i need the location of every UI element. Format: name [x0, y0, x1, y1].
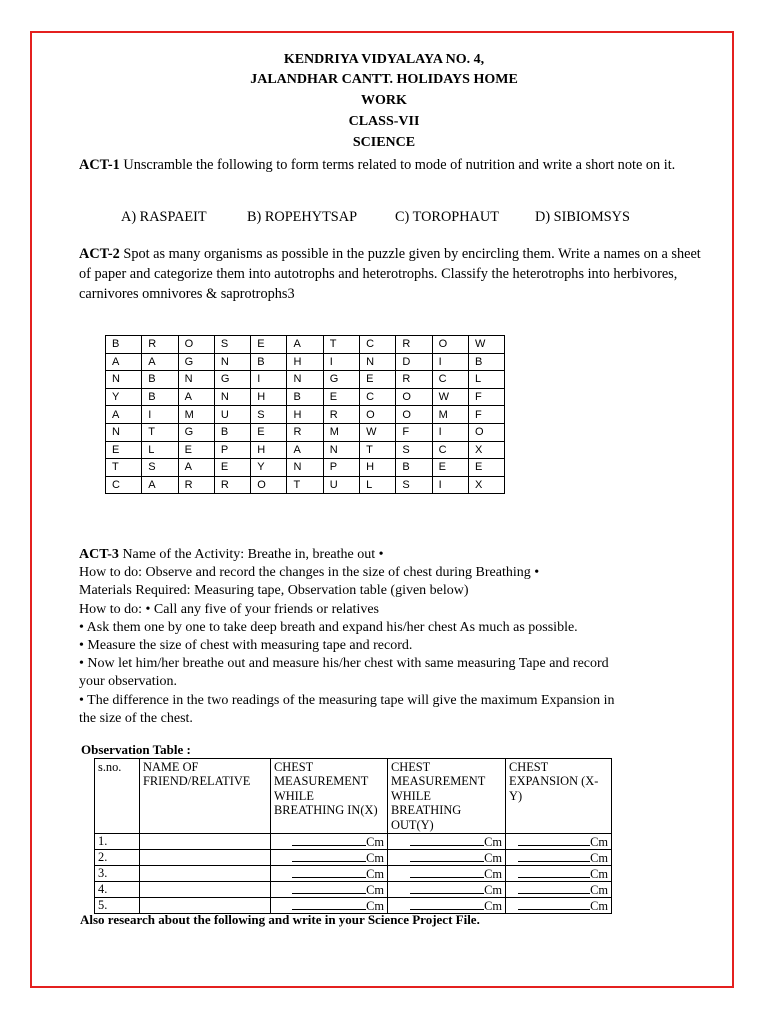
chest-in-cell[interactable]	[271, 866, 388, 882]
puzzle-cell: R	[396, 336, 432, 354]
puzzle-cell: I	[432, 423, 468, 441]
puzzle-cell: N	[178, 371, 214, 389]
puzzle-cell: R	[287, 423, 323, 441]
fill-blank[interactable]	[292, 834, 366, 846]
fill-blank[interactable]	[518, 882, 590, 894]
unit-label: Cm	[484, 883, 502, 898]
puzzle-cell: A	[106, 353, 142, 371]
name-cell[interactable]	[140, 834, 271, 850]
act2-text: Spot as many organisms as possible in the puzzle given by encircling them. Write a names on a sheet of paper and categorize them into autotrophs and heterotrophs. Classify the heterotrophs into herbivores, carnivores omnivores & saprotrophs3	[79, 246, 701, 302]
expansion-cell[interactable]	[506, 882, 612, 898]
unit-label: Cm	[484, 851, 502, 866]
puzzle-cell: E	[468, 459, 504, 477]
fill-blank[interactable]	[518, 834, 590, 846]
puzzle-row	[106, 336, 505, 354]
act1-paragraph	[79, 155, 709, 175]
fill-blank[interactable]	[410, 882, 484, 894]
puzzle-cell: F	[396, 423, 432, 441]
option-b: B) ROPEHYTSAP	[247, 209, 358, 225]
puzzle-row	[106, 353, 505, 371]
puzzle-cell: D	[396, 353, 432, 371]
puzzle-cell: P	[214, 441, 250, 459]
unit-label: Cm	[366, 835, 384, 850]
fill-blank[interactable]	[410, 834, 484, 846]
puzzle-cell: A	[287, 441, 323, 459]
puzzle-cell: G	[178, 423, 214, 441]
unit-label: Cm	[590, 883, 608, 898]
observation-row	[95, 866, 612, 882]
puzzle-cell: L	[142, 441, 178, 459]
unit-label: Cm	[590, 835, 608, 850]
row-number: 3.	[95, 866, 140, 882]
puzzle-cell: T	[287, 476, 323, 494]
header-name: NAME OF FRIEND/RELATIVE	[140, 759, 271, 834]
row-number: 4.	[95, 882, 140, 898]
puzzle-cell: C	[432, 371, 468, 389]
puzzle-cell: S	[396, 476, 432, 494]
row-number: 5.	[95, 898, 140, 914]
act3-line: How to do: Observe and record the changes in the size of chest during Breathing •	[79, 565, 540, 581]
header-chest-out: CHEST MEASUREMENT WHILE BREATHING OUT(Y)	[388, 759, 506, 834]
unit-label: Cm	[590, 899, 608, 914]
puzzle-cell: B	[396, 459, 432, 477]
fill-blank[interactable]	[292, 882, 366, 894]
expansion-cell[interactable]	[506, 834, 612, 850]
class-title: CLASS-VII	[348, 114, 420, 129]
header-sno: s.no.	[95, 759, 140, 834]
puzzle-cell: N	[287, 459, 323, 477]
puzzle-cell: S	[251, 406, 287, 424]
unit-label: Cm	[366, 883, 384, 898]
puzzle-cell: N	[360, 353, 396, 371]
puzzle-cell: G	[178, 353, 214, 371]
puzzle-cell: U	[323, 476, 359, 494]
puzzle-cell: G	[323, 371, 359, 389]
row-number: 2.	[95, 850, 140, 866]
puzzle-row	[106, 459, 505, 477]
puzzle-cell: E	[323, 388, 359, 406]
puzzle-cell: O	[432, 336, 468, 354]
work-title: WORK	[361, 93, 407, 108]
puzzle-cell: E	[251, 423, 287, 441]
observation-row	[95, 882, 612, 898]
puzzle-cell: R	[396, 371, 432, 389]
puzzle-cell: O	[178, 336, 214, 354]
chest-in-cell[interactable]	[271, 882, 388, 898]
puzzle-cell: E	[251, 336, 287, 354]
option-a: A) RASPAEIT	[121, 209, 207, 225]
puzzle-cell: I	[323, 353, 359, 371]
act3-line: • Now let him/her breathe out and measure his/her chest with same measuring Tape and record	[79, 656, 609, 672]
puzzle-cell: T	[323, 336, 359, 354]
puzzle-cell: Y	[106, 388, 142, 406]
puzzle-cell: X	[468, 476, 504, 494]
puzzle-row	[106, 406, 505, 424]
puzzle-row	[106, 476, 505, 494]
fill-blank[interactable]	[410, 850, 484, 862]
puzzle-cell: R	[142, 336, 178, 354]
puzzle-cell: N	[106, 371, 142, 389]
act3-line: the size of the chest.	[79, 710, 193, 726]
chest-out-cell[interactable]	[388, 866, 506, 882]
puzzle-cell: H	[251, 388, 287, 406]
puzzle-cell: G	[214, 371, 250, 389]
puzzle-cell: I	[432, 353, 468, 371]
fill-blank[interactable]	[292, 898, 366, 910]
puzzle-cell: B	[251, 353, 287, 371]
puzzle-cell: A	[178, 459, 214, 477]
puzzle-cell: L	[360, 476, 396, 494]
puzzle-cell: E	[214, 459, 250, 477]
puzzle-cell: E	[432, 459, 468, 477]
puzzle-cell: H	[360, 459, 396, 477]
act3-line: • Ask them one by one to take deep breath and expand his/her chest As much as possible.	[79, 619, 578, 635]
puzzle-cell: C	[360, 388, 396, 406]
puzzle-cell: A	[178, 388, 214, 406]
location-title: JALANDHAR CANTT. HOLIDAYS HOME	[250, 72, 518, 87]
observation-row	[95, 850, 612, 866]
puzzle-cell: W	[360, 423, 396, 441]
unit-label: Cm	[366, 867, 384, 882]
name-cell[interactable]	[140, 882, 271, 898]
puzzle-row	[106, 423, 505, 441]
unit-label: Cm	[366, 851, 384, 866]
puzzle-cell: A	[287, 336, 323, 354]
puzzle-cell: T	[360, 441, 396, 459]
act1-label: ACT-1	[79, 157, 120, 173]
act3-line: your observation.	[79, 674, 177, 690]
puzzle-cell: B	[468, 353, 504, 371]
puzzle-cell: E	[178, 441, 214, 459]
puzzle-cell: A	[142, 476, 178, 494]
puzzle-cell: N	[287, 371, 323, 389]
name-cell[interactable]	[140, 850, 271, 866]
puzzle-cell: S	[142, 459, 178, 477]
puzzle-cell: O	[360, 406, 396, 424]
puzzle-cell: C	[106, 476, 142, 494]
word-puzzle-grid	[105, 335, 505, 494]
puzzle-cell: O	[468, 423, 504, 441]
puzzle-cell: B	[106, 336, 142, 354]
puzzle-cell: S	[396, 441, 432, 459]
school-name: KENDRIYA VIDYALAYA NO. 4,	[283, 52, 485, 67]
puzzle-cell: R	[323, 406, 359, 424]
puzzle-cell: N	[323, 441, 359, 459]
puzzle-cell: F	[468, 388, 504, 406]
act3-line: • Measure the size of chest with measuring tape and record.	[79, 638, 413, 654]
name-cell[interactable]	[140, 866, 271, 882]
puzzle-cell: U	[214, 406, 250, 424]
fill-blank[interactable]	[518, 866, 590, 878]
act3-section	[79, 546, 719, 728]
puzzle-cell: B	[214, 423, 250, 441]
observation-table	[94, 758, 612, 914]
puzzle-cell: C	[432, 441, 468, 459]
puzzle-cell: M	[178, 406, 214, 424]
puzzle-cell: W	[432, 388, 468, 406]
puzzle-cell: M	[432, 406, 468, 424]
unit-label: Cm	[590, 867, 608, 882]
chest-out-cell[interactable]	[388, 850, 506, 866]
puzzle-cell: E	[360, 371, 396, 389]
act3-line: How to do: • Call any five of your friends or relatives	[79, 601, 379, 617]
unit-label: Cm	[590, 851, 608, 866]
puzzle-cell: X	[468, 441, 504, 459]
act3-label: ACT-3	[79, 547, 119, 562]
puzzle-cell: T	[106, 459, 142, 477]
puzzle-cell: H	[287, 406, 323, 424]
puzzle-cell: O	[396, 406, 432, 424]
observation-table-title: Observation Table :	[81, 742, 191, 757]
puzzle-cell: T	[142, 423, 178, 441]
act3-line: Materials Required: Measuring tape, Observation table (given below)	[79, 583, 469, 599]
puzzle-cell: B	[142, 371, 178, 389]
puzzle-cell: O	[251, 476, 287, 494]
observation-row	[95, 834, 612, 850]
puzzle-cell: N	[106, 423, 142, 441]
chest-out-cell[interactable]	[388, 834, 506, 850]
puzzle-cell: H	[251, 441, 287, 459]
puzzle-cell: W	[468, 336, 504, 354]
act3-line: • The difference in the two readings of the measuring tape will give the maximum Expansion in	[79, 692, 615, 708]
puzzle-row	[106, 441, 505, 459]
puzzle-row	[106, 371, 505, 389]
puzzle-cell: E	[106, 441, 142, 459]
unit-label: Cm	[484, 835, 502, 850]
expansion-cell[interactable]	[506, 866, 612, 882]
act2-paragraph	[79, 244, 709, 304]
expansion-cell[interactable]	[506, 898, 612, 914]
act3-line: ACT-3 Name of the Activity: Breathe in, breathe out •	[79, 547, 384, 562]
fill-blank[interactable]	[410, 866, 484, 878]
puzzle-cell: I	[142, 406, 178, 424]
fill-blank[interactable]	[292, 866, 366, 878]
option-c: C) TOROPHAUT	[395, 209, 499, 225]
puzzle-cell: I	[251, 371, 287, 389]
fill-blank[interactable]	[518, 850, 590, 862]
puzzle-cell: I	[432, 476, 468, 494]
header-chest-in: CHEST MEASUREMENT WHILE BREATHING IN(X)	[271, 759, 388, 834]
puzzle-cell: M	[323, 423, 359, 441]
puzzle-cell: F	[468, 406, 504, 424]
puzzle-cell: L	[468, 371, 504, 389]
puzzle-row	[106, 388, 505, 406]
puzzle-cell: R	[178, 476, 214, 494]
puzzle-cell: A	[106, 406, 142, 424]
option-d: D) SIBIOMSYS	[535, 209, 630, 225]
puzzle-cell: N	[214, 353, 250, 371]
puzzle-cell: C	[360, 336, 396, 354]
chest-in-cell[interactable]	[271, 834, 388, 850]
unit-label: Cm	[366, 899, 384, 914]
puzzle-cell: B	[142, 388, 178, 406]
act1-text: Unscramble the following to form terms related to mode of nutrition and write a short note on it.	[119, 157, 676, 173]
unit-label: Cm	[484, 899, 502, 914]
expansion-cell[interactable]	[506, 850, 612, 866]
puzzle-cell: H	[287, 353, 323, 371]
puzzle-cell: Y	[251, 459, 287, 477]
header-expansion: CHEST EXPANSION (X-Y)	[506, 759, 612, 834]
puzzle-cell: R	[214, 476, 250, 494]
row-number: 1.	[95, 834, 140, 850]
fill-blank[interactable]	[410, 898, 484, 910]
subject-title: SCIENCE	[352, 135, 416, 150]
puzzle-cell: S	[214, 336, 250, 354]
puzzle-cell: O	[396, 388, 432, 406]
puzzle-cell: B	[287, 388, 323, 406]
unit-label: Cm	[484, 867, 502, 882]
puzzle-cell: P	[323, 459, 359, 477]
fill-blank[interactable]	[292, 850, 366, 862]
chest-in-cell[interactable]	[271, 850, 388, 866]
footer-instruction: Also research about the following and write in your Science Project File.	[80, 912, 480, 927]
puzzle-cell: A	[142, 353, 178, 371]
puzzle-cell: N	[214, 388, 250, 406]
chest-out-cell[interactable]	[388, 882, 506, 898]
act2-label: ACT-2	[79, 246, 120, 262]
fill-blank[interactable]	[518, 898, 590, 910]
